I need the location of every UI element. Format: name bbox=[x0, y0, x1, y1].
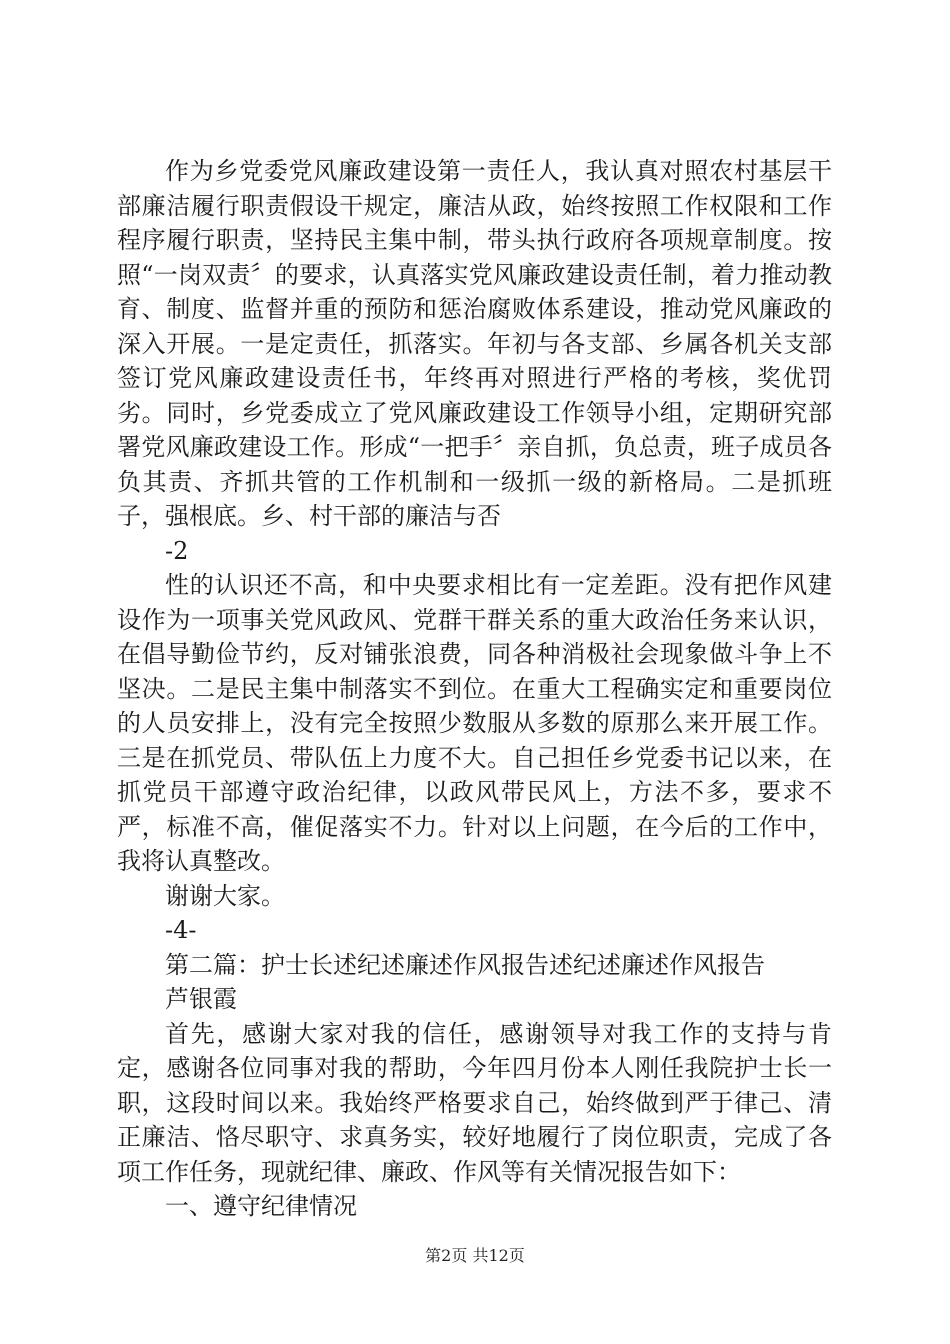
paragraph-3: 首先，感谢大家对我的信任，感谢领导对我工作的支持与肯定，感谢各位同事对我的帮助，今年四月份本人刚任我院护士长一职，这段时间以来。我始终严格要求自己，始终做到严于律己、清正廉洁、恪尽职守、求真务实，较好地履行了岗位职责，完成了各项工作任务，现就纪律、廉政、作风等有关情况报告如下： bbox=[117, 1019, 832, 1186]
author-name: 芦银霞 bbox=[165, 985, 237, 1013]
paragraph-1: 作为乡党委党风廉政建设第一责任人，我认真对照农村基层干部廉洁履行职责假设干规定，廉洁从政，始终按照工作权限和工作程序履行职责，坚持民主集中制，带头执行政府各项规章制度。按照“一岗双责〞的要求，认真落实党风廉政建设责任制，着力推动教育、制度、监督并重的预防和惩治腐败体系建设，推动党风廉政的深入开展。一是定责任，抓落实。年初与各支部、乡属各机关支部签订党风廉政建设责任书，年终再对照进行严格的考核，奖优罚劣。同时，乡党委成立了党风廉政建设工作领导小组，定期研究部署党风廉政建设工作。形成“一把手〞亲自抓，负总责，班子成员各负其责、齐抓共管的工作机制和一级抓一级的新格局。二是抓班子，强根底。乡、村干部的廉洁与否 bbox=[117, 157, 832, 530]
paragraph-2: 性的认识还不高，和中央要求相比有一定差距。没有把作风建设作为一项事关党风政风、党群干群关系的重大政治任务来认识，在倡导勤俭节约，反对铺张浪费，同各种消极社会现象做斗争上不坚决。二是民主集中制落实不到位。在重大工程确实定和重要岗位的人员安排上，没有完全按照少数服从多数的原那么来开展工作。三是在抓党员、带队伍上力度不大。自己担任乡党委书记以来，在抓党员干部遵守政治纪律，以政风带民风上，方法不多，要求不严，标准不高，催促落实不力。针对以上问题，在今后的工作中，我将认真整改。 bbox=[117, 571, 832, 875]
page-marker-2: -2 bbox=[165, 536, 189, 565]
page-footer: 第2页 共12页 bbox=[425, 1246, 525, 1265]
thanks-line: 谢谢大家。 bbox=[165, 881, 285, 910]
document-body bbox=[117, 154, 832, 1224]
subsection-heading: 一、遵守纪律情况 bbox=[165, 1192, 357, 1220]
section-heading: 第二篇：护士长述纪述廉述作风报告述纪述廉述作风报告 bbox=[165, 950, 765, 979]
page-marker-4: -4- bbox=[165, 916, 197, 944]
